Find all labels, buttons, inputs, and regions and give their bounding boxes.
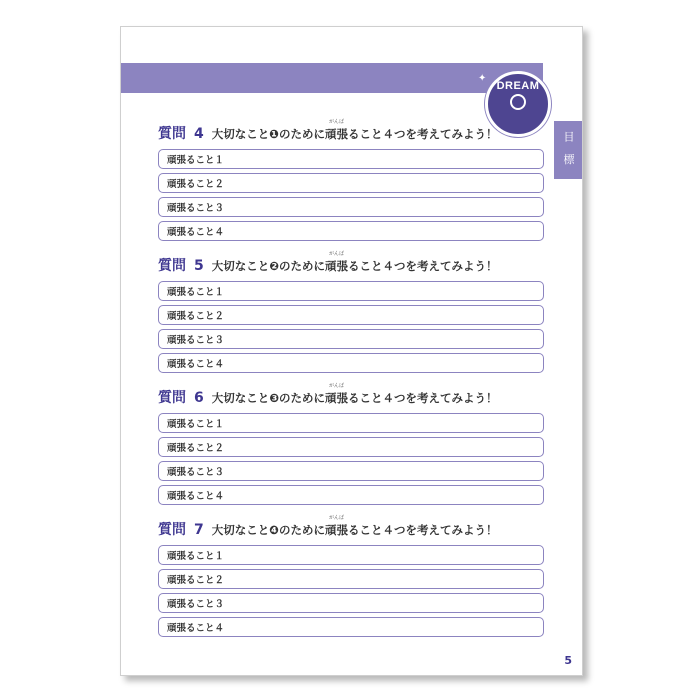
answer-field-label: 頑張ること４: [167, 623, 225, 634]
question-suffix: ること４つを考えてみよう！: [348, 127, 498, 141]
question-mid: のために: [279, 259, 325, 273]
question-prefix: 大切なこと: [211, 259, 270, 273]
ruby-base: 頑張: [325, 127, 348, 141]
sparkle-icon: ✦: [535, 63, 544, 74]
question-text: [211, 515, 498, 537]
answer-field[interactable]: [158, 173, 544, 193]
question-text: [211, 119, 498, 141]
answer-field-label: 頑張ること２: [167, 575, 225, 586]
question-title: [158, 251, 544, 277]
sparkle-icon: ✦: [478, 73, 487, 84]
question-suffix: ること４つを考えてみよう！: [348, 259, 498, 273]
question-prefix: 大切なこと: [211, 391, 270, 405]
answer-field[interactable]: [158, 437, 544, 457]
answer-field-label: 頑張ること１: [167, 155, 225, 166]
answer-field[interactable]: [158, 197, 544, 217]
answer-field[interactable]: [158, 353, 544, 373]
answer-field-label: 頑張ること２: [167, 311, 225, 322]
question-prefix: 大切なこと: [211, 523, 270, 537]
circled-number: ❷: [269, 259, 279, 273]
circled-number: ❹: [269, 523, 279, 537]
question-suffix: ること４つを考えてみよう！: [348, 391, 498, 405]
ruby-text: がんば: [328, 515, 344, 521]
question-title: [158, 383, 544, 409]
ruby-word: [325, 383, 348, 406]
question-mid: のために: [279, 127, 325, 141]
answer-field-label: 頑張ること３: [167, 599, 225, 610]
ruby-text: がんば: [328, 119, 344, 125]
badge-ring-icon: [510, 94, 526, 110]
question-section: [158, 119, 544, 245]
workbook-page: [120, 26, 583, 676]
question-label: 質問: [158, 126, 186, 142]
circled-number: ❶: [269, 127, 279, 141]
ruby-text: がんば: [328, 383, 344, 389]
question-label: 質問: [158, 522, 186, 538]
circled-number: ❸: [269, 391, 279, 405]
ruby-word: [325, 251, 348, 274]
answer-field[interactable]: [158, 569, 544, 589]
answer-field-label: 頑張ること１: [167, 551, 225, 562]
question-mid: のために: [279, 523, 325, 537]
question-section: [158, 515, 544, 641]
answer-field-label: 頑張ること２: [167, 179, 225, 190]
question-title: [158, 515, 544, 541]
ruby-base: 頑張: [325, 523, 348, 537]
ruby-word: [325, 515, 348, 538]
ruby-word: [325, 119, 348, 142]
question-section: [158, 383, 544, 509]
answer-field-label: 頑張ること２: [167, 443, 225, 454]
question-number: 5: [194, 258, 204, 274]
ruby-base: 頑張: [325, 391, 348, 405]
question-prefix: 大切なこと: [211, 127, 270, 141]
badge-text: DREAM: [496, 80, 540, 92]
question-number: 4: [194, 126, 204, 142]
answer-field[interactable]: [158, 485, 544, 505]
answer-field-label: 頑張ること３: [167, 467, 225, 478]
answer-field-label: 頑張ること３: [167, 203, 225, 214]
answer-field[interactable]: [158, 545, 544, 565]
question-section: [158, 251, 544, 377]
answer-field[interactable]: [158, 413, 544, 433]
answer-field[interactable]: [158, 149, 544, 169]
question-text: [211, 383, 498, 405]
answer-field[interactable]: [158, 593, 544, 613]
answer-field-label: 頑張ること１: [167, 419, 225, 430]
question-number: 6: [194, 390, 204, 406]
answer-field[interactable]: [158, 617, 544, 637]
answer-field[interactable]: [158, 329, 544, 349]
ruby-base: 頑張: [325, 259, 348, 273]
answer-field-label: 頑張ること４: [167, 359, 225, 370]
answer-field-label: 頑張ること１: [167, 287, 225, 298]
ruby-text: がんば: [328, 251, 344, 257]
question-title: [158, 119, 544, 145]
page-number: 5: [564, 654, 572, 667]
answer-field[interactable]: [158, 461, 544, 481]
question-mid: のために: [279, 391, 325, 405]
answer-field-label: 頑張ること４: [167, 491, 225, 502]
question-label: 質問: [158, 258, 186, 274]
answer-field-label: 頑張ること４: [167, 227, 225, 238]
side-tab-goal[interactable]: 目 標: [554, 121, 582, 179]
answer-field[interactable]: [158, 305, 544, 325]
question-text: [211, 251, 498, 273]
answer-field-label: 頑張ること３: [167, 335, 225, 346]
question-suffix: ること４つを考えてみよう！: [348, 523, 498, 537]
answer-field[interactable]: [158, 281, 544, 301]
answer-field[interactable]: [158, 221, 544, 241]
question-number: 7: [194, 522, 204, 538]
question-label: 質問: [158, 390, 186, 406]
